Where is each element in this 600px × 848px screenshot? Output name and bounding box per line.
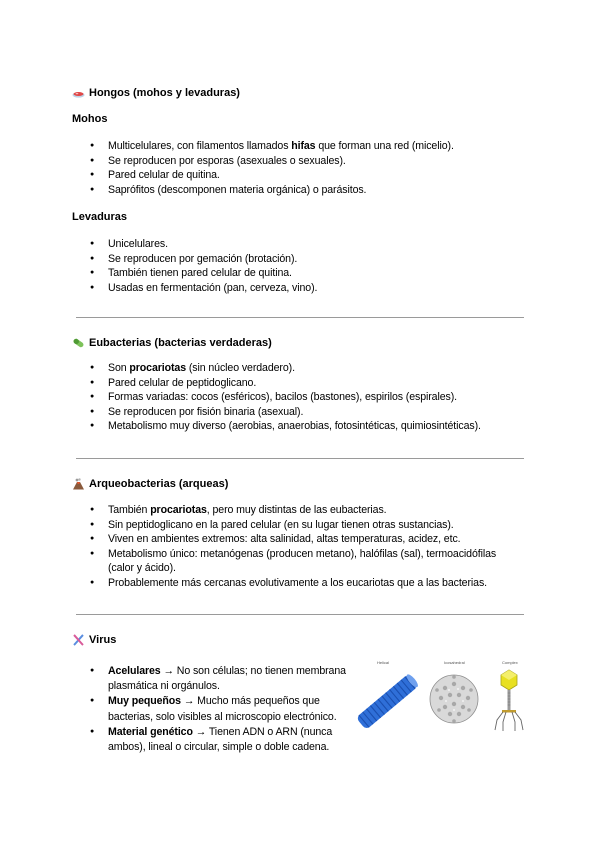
section-title-text: Hongos (mohos y levaduras) <box>89 87 240 99</box>
section-title-eubacterias <box>72 337 272 349</box>
list-item: ● Metabolismo único: metanógenas (producen metano), halófilas (sal), termoacidófilas (calor y ácido). <box>72 547 512 576</box>
list-item: ● Sin peptidoglicano en la pared celular (en su lugar tienen otras sustancias). <box>72 518 512 533</box>
icosahedral-virus-image <box>430 675 478 723</box>
list-item: ● También procariotas, pero muy distintas de las eubacterias. <box>72 503 512 518</box>
list-item: ● Muy pequeños → Mucho más pequeños que bacterias, solo visibles al microscopio electrónico. <box>72 694 357 724</box>
figure-label-complex: Complex <box>502 660 518 665</box>
list-item: ● Viven en ambientes extremos: alta salinidad, altas temperaturas, acidez, etc. <box>72 532 512 547</box>
list-item: ● Acelulares → No son células; no tienen membrana plasmática ni orgánulos. <box>72 664 357 694</box>
section-title-text: Virus <box>89 634 117 646</box>
list-item: ● Pared celular de peptidoglicano. <box>72 376 512 391</box>
divider <box>76 458 524 459</box>
list-item: ● Usadas en fermentación (pan, cerveza, vino). <box>72 281 512 296</box>
subheading-levaduras: Levaduras <box>72 211 128 223</box>
virus-shapes-figure <box>357 660 525 735</box>
list-item: ● Unicelulares. <box>72 237 512 252</box>
section-title-text: Arqueobacterias (arqueas) <box>89 478 229 490</box>
section-title-arqueobacterias <box>72 478 228 490</box>
figure-label-icosahedral: Icosahedral <box>444 660 465 665</box>
volcano-icon <box>72 478 85 490</box>
list-mohos <box>72 139 512 197</box>
list-item: ● Pared celular de quitina. <box>72 168 512 183</box>
list-item: ● También tienen pared celular de quitina. <box>72 266 512 281</box>
section-title-text: Eubacterias (bacterias verdaderas) <box>89 337 272 349</box>
divider <box>76 317 524 318</box>
list-item: ● Se reproducen por gemación (brotación). <box>72 252 512 267</box>
helical-virus-image <box>357 673 420 730</box>
list-eubacterias <box>72 361 512 434</box>
list-item: ● Probablemente más cercanas evolutivamente a los eucariotas que a las bacterias. <box>72 576 512 591</box>
subheading-mohos: Mohos <box>72 113 108 125</box>
list-item: ● Material genético → Tienen ADN o ARN (nunca ambos), lineal o circular, simple o doble cadena. <box>72 725 357 755</box>
petri-dish-icon <box>72 87 85 99</box>
section-title-virus <box>72 634 116 646</box>
figure-label-helical: Helical <box>377 660 390 665</box>
list-levaduras <box>72 237 512 295</box>
list-item: ● Saprófitos (descomponen materia orgánica) o parásitos. <box>72 183 512 198</box>
list-item: ● Metabolismo muy diverso (aerobias, anaerobias, fotosintéticas, quimiosintéticas). <box>72 419 512 434</box>
list-item: ● Multicelulares, con filamentos llamados hifas que forman una red (micelio). <box>72 139 512 154</box>
pill-icon <box>72 337 85 349</box>
list-arqueobacterias <box>72 503 512 591</box>
list-item: ● Formas variadas: cocos (esféricos), bacilos (bastones), espirilos (espirales). <box>72 390 512 405</box>
list-item: ● Se reproducen por fisión binaria (asexual). <box>72 405 512 420</box>
complex-virus-image <box>495 670 523 731</box>
list-item: ● Se reproducen por esporas (asexuales o sexuales). <box>72 154 512 169</box>
divider <box>76 614 524 615</box>
dna-icon <box>72 634 85 646</box>
list-item: ● Son procariotas (sin núcleo verdadero). <box>72 361 512 376</box>
list-virus <box>72 664 357 755</box>
section-title-hongos <box>72 87 240 99</box>
